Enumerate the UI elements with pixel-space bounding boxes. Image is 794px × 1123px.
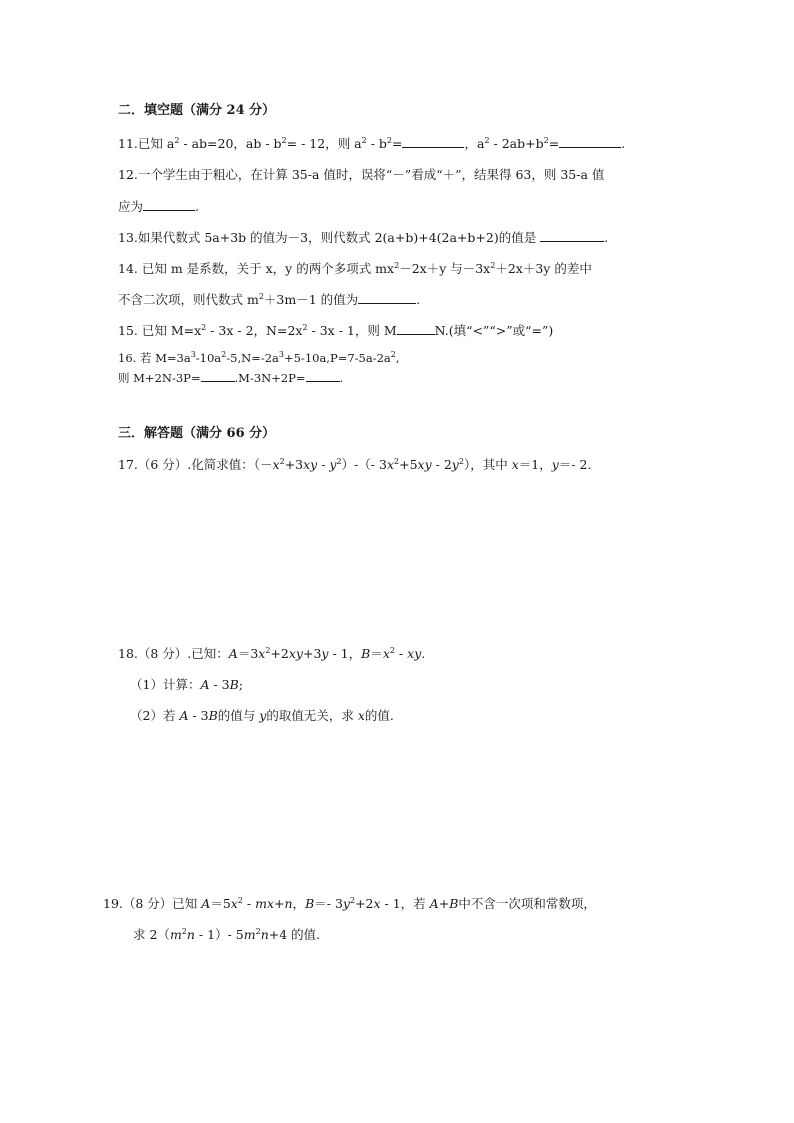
question-14-line-2: 不含二次项，则代数式 $m^2+3m-1$ 的值为 . <box>118 291 421 307</box>
question-16-line-2: 则 M+2N-3P= .M-3N+2P= . <box>118 371 344 385</box>
answer-blank[interactable] <box>358 292 416 304</box>
answer-blank[interactable] <box>201 370 235 382</box>
question-12-line-2: 应为 . <box>118 199 199 214</box>
section-heading-fill-blank: 二．填空题（满分 24 分） <box>118 103 276 118</box>
answer-blank[interactable] <box>540 230 604 242</box>
question-16-line-1: 16. 若 $M=3a^3-10a^2-5,N=-2a^3+5-10a,P=7-5a-2a^2$, <box>118 350 400 365</box>
question-14-line-1: 14. 已知 m 是系数，关于 x，y 的两个多项式 $mx^2-2x+y$ 与$-3x^2+2x+3y$ 的差中 <box>118 260 592 276</box>
question-13: 13.如果代数式 5a+3b 的值为－3，则代数式 2(a+b)+4(2a+b+2)的值是 . <box>118 230 609 245</box>
answer-blank[interactable] <box>143 199 195 211</box>
question-19: 19.（8 分）已知 $A=5x^2 - mx+n$，B＝- $3y^2+2x - 1$，若 A+B中不含一次项和常数项， <box>103 895 596 911</box>
section-heading-solutions: 三．解答题（满分 66 分） <box>118 426 276 441</box>
question-12-line-1: 12.一个学生由于粗心，在计算 35-a 值时，误将“－”看成“＋”，结果得 63，则 35-a 值 <box>118 167 605 182</box>
answer-blank[interactable] <box>397 323 435 335</box>
question-18-part-2: （2）若 A - 3B的值与 y的取值无关，求 x的值. <box>130 708 394 723</box>
question-18: 18.（8 分）.已知：$A=3x^2+2xy+3y - 1$，$B=x^2$ - xy. <box>118 645 426 661</box>
answer-blank[interactable] <box>559 136 621 148</box>
question-18-part-1: （1）计算：A - 3B; <box>130 677 244 692</box>
answer-blank[interactable] <box>402 136 464 148</box>
question-11: 11.已知 $a^2 - ab=20$，ab - $b^2= - 12$，则 $a^2 - b^2=$ ，$a^2 - 2ab+b^2=$ . <box>118 135 626 151</box>
question-19-line-2: 求 $2(m^2n - 1)-$ $5m^2n+4$ 的值. <box>133 926 321 942</box>
question-17: 17.（6 分）.化简求值：$(-x^2+3xy - y^2)-(-$ $3x^2+5xy - 2y^2$），其中 x＝1，y＝- 2. <box>118 456 592 472</box>
question-15: 15. 已知 $M=x^2 - 3x - 2$，$N=2x^2 - 3x - 1$，则 M N.(填“<”“>”或“=”) <box>118 322 554 338</box>
answer-blank[interactable] <box>306 370 340 382</box>
